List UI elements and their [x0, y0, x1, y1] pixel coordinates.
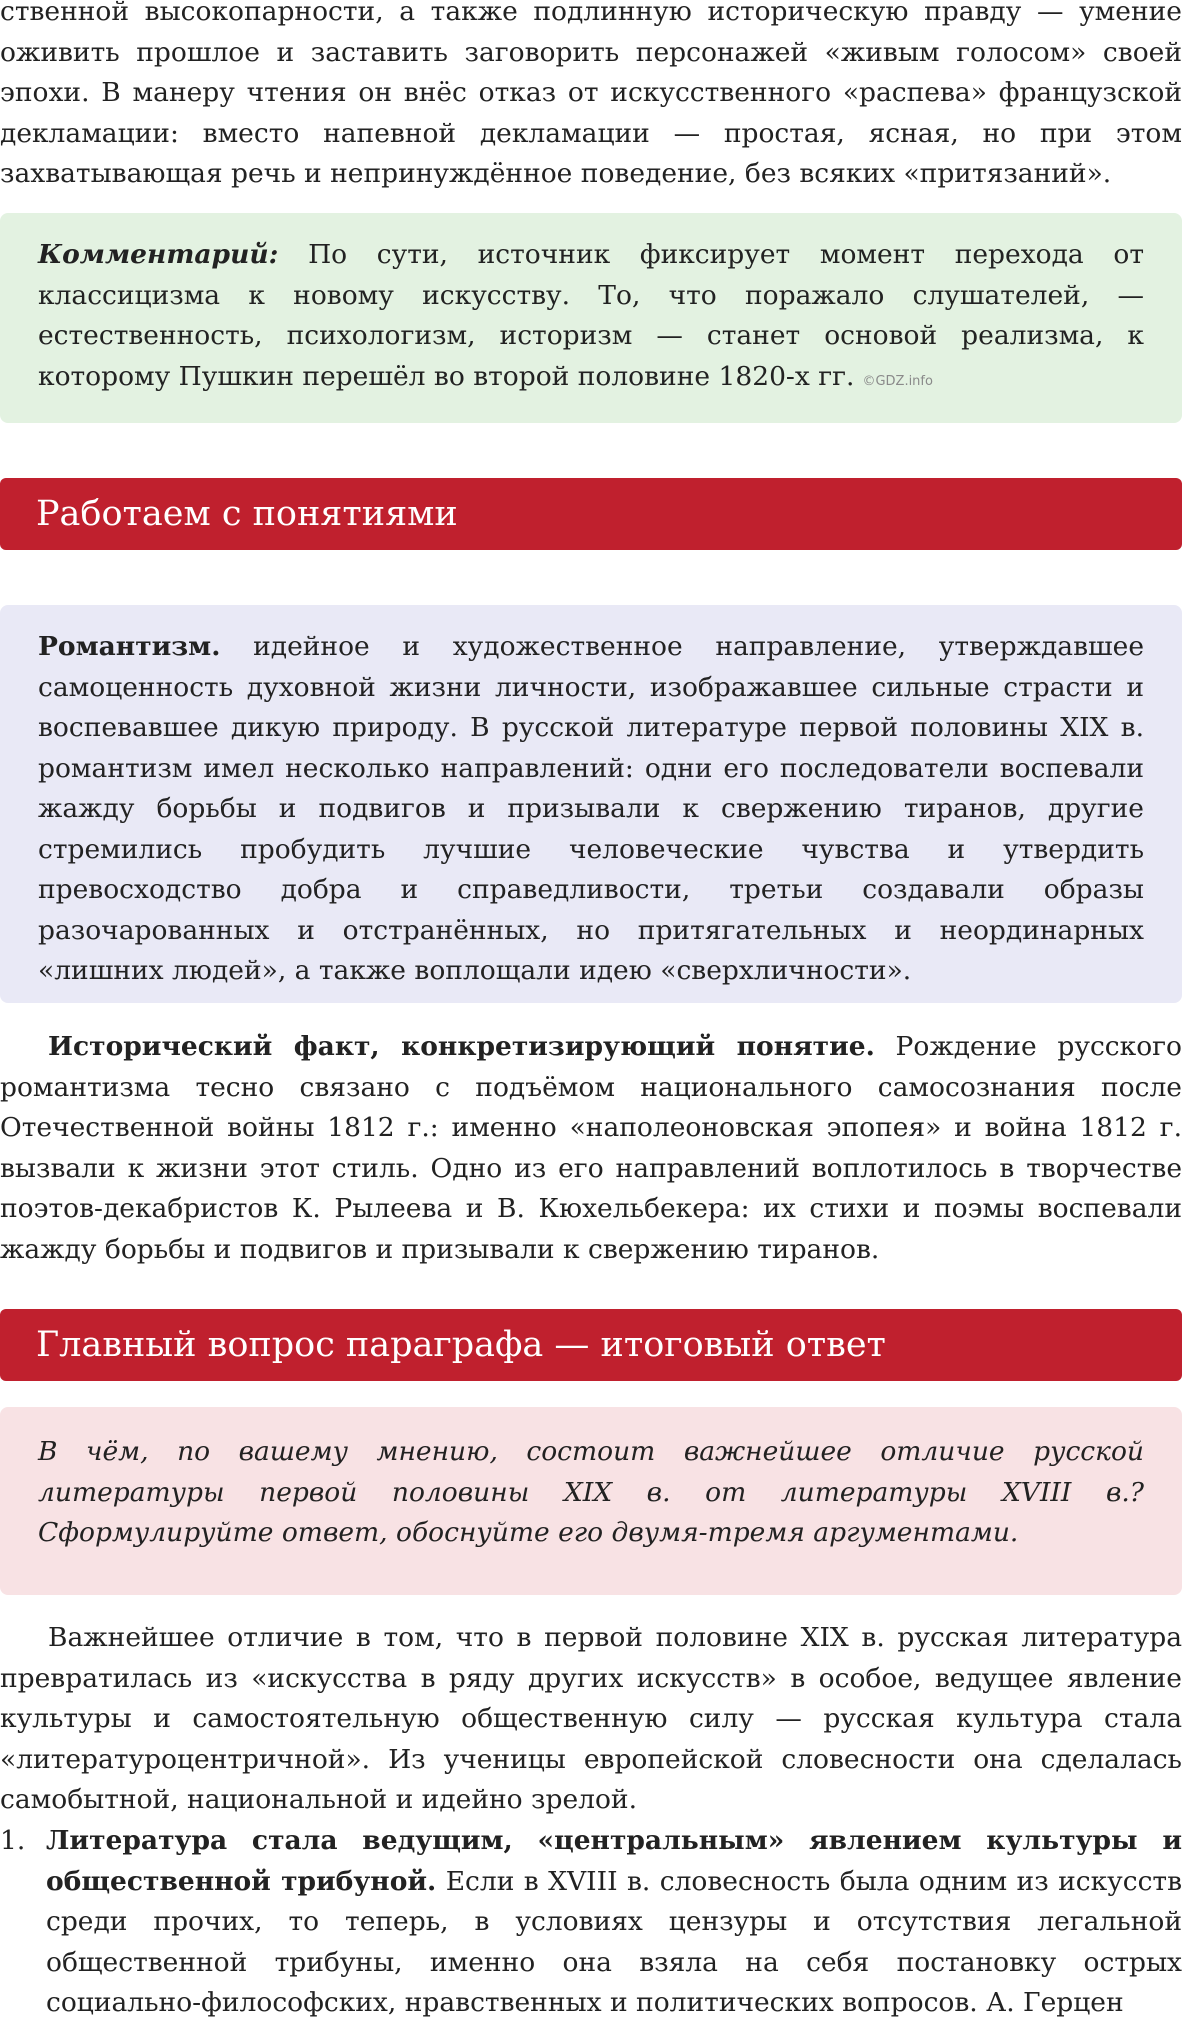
comment-text: По сути, источник фиксирует момент перехода от классицизма к новому искусству. То, что поражало слушателей, — естественность, психологизм, историзм — станет основой реализма, к которому Пушкин перешёл во второй половине 1820-х гг.: [38, 239, 1144, 392]
concept-paragraph: [38, 627, 1144, 992]
concept-term: Романтизм.: [38, 631, 221, 662]
list-item-body: [46, 1821, 1182, 2024]
question-text: В чём, по вашему мнению, состоит важнейшее отличие русской литературы первой половины XIX в. от литературы XVIII в.? Сформулируйте ответ, обоснуйте его двумя-тремя аргументами.: [38, 1436, 1144, 1548]
list-item: [0, 1821, 1182, 2024]
list-item-number: 1.: [0, 1825, 26, 1856]
top-paragraph: ственной высокопарности, а также подлинную историческую правду — умение оживить прошлое и заставить заговорить персонажей «живым голосом» своей эпохи. В манеру чтения он внёс отказ от искусственного «распева» французской декламации: вместо напевной декламации — простая, ясная, но при этом захватывающая речь и непринуждённое поведение, без всяких «притязаний».: [0, 0, 1182, 189]
question-box: [0, 1407, 1182, 1595]
historical-fact-label: Исторический факт, конкретизирующий понятие.: [48, 1031, 875, 1062]
comment-paragraph: [38, 235, 1144, 402]
gdz-watermark: ©GDZ.info: [862, 373, 933, 389]
section-heading-concepts: Работаем с понятиями: [0, 478, 1182, 550]
historical-fact-text: Рождение русского романтизма тесно связано с подъёмом национального самосознания после Отечественной войны 1812 г.: именно «наполеоновская эпопея» и война 1812 г. вызвали к жизни этот стиль. Одно из его направлений воплотилось в творчестве поэтов-декабристов К. Рылеева и В. Кюхельбекера: их стихи и поэмы воспевали жажду борьбы и подвигов и призывали к свержению тиранов.: [0, 1031, 1182, 1265]
concept-box: [0, 605, 1182, 1003]
comment-label: Комментарий:: [38, 239, 279, 270]
answer-paragraph: Важнейшее отличие в том, что в первой половине XIX в. русская литература превратилась из «искусства в ряду других искусств» в особое, ведущее явление культуры и самостоятельную общественную силу — русская культура стала «литературоцентричной». Из ученицы европейской словесности она сделалась самобытной, национальной и идейно зрелой.: [0, 1622, 1182, 1815]
concept-definition: идейное и художественное направление, утверждавшее самоценность духовной жизни личности, изображавшее сильные страсти и воспевавшее дикую природу. В русской литературе первой половины XIX в. романтизм имел несколько направлений: одни его последователи воспевали жажду борьбы и подвигов и призывали к свержению тиранов, другие стремились пробудить лучшие человеческие чувства и утвердить превосходство добра и справедливости, третьи создавали образы разочарованных и отстранённых, но притягательных и неординарных «лишних людей», а также воплощали идею «сверхличности».: [38, 631, 1144, 986]
historical-fact-paragraph: [0, 1027, 1182, 1270]
comment-box: [0, 213, 1182, 423]
list-item-text: Если в XVIII в. словесность была одним из искусств среди прочих, то теперь, в условиях цензуры и отсутствия легальной общественной трибуны, именно она взяла на себя постановку острых социально-философских, нравственных и политических вопросов. А. Герцен: [46, 1865, 1182, 2018]
section-heading-main-question: Главный вопрос параграфа — итоговый ответ: [0, 1309, 1182, 1381]
list-item-bold: Литература стала ведущим, «центральным» явлением культуры и общественной трибуной.: [46, 1825, 1182, 1897]
